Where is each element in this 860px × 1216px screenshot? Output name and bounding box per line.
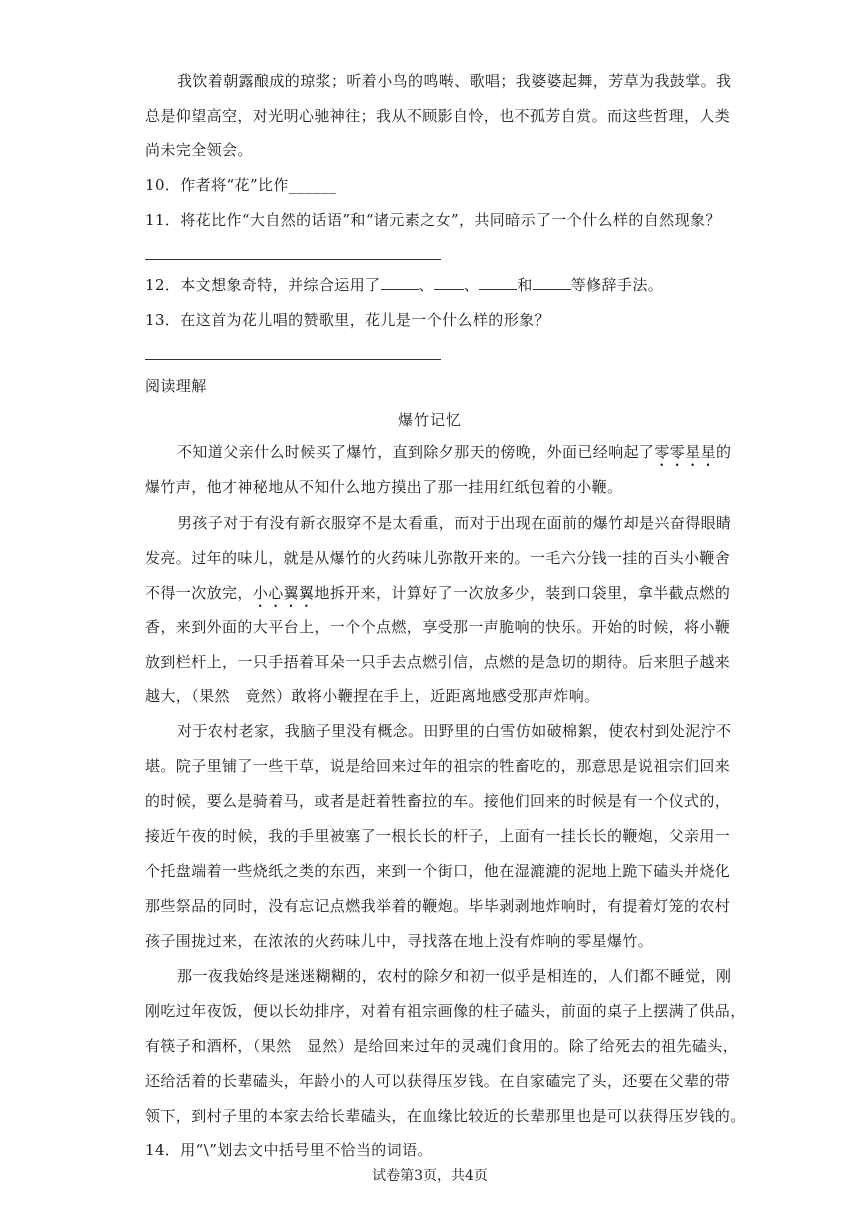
text-run: 的 bbox=[716, 443, 732, 461]
poem-line-2: 总是仰望高空，对光明心驰神往；我从不顾影自怜，也不孤芳自赏。而这些哲理，人类 bbox=[145, 107, 731, 125]
answer-blank-12a bbox=[381, 275, 419, 290]
paragraph-3-line-2: 堪。院子里铺了一些干草，说是给回来过年的祖宗的牲畜吃的，那意思是说祖宗们回来 bbox=[145, 757, 731, 775]
paragraph-4-line-2: 刚吃过年夜饭，便以长幼排序，对着有祖宗画像的柱子磕头，前面的桌子上摆满了供品， bbox=[145, 1002, 746, 1020]
answer-blank-12c bbox=[479, 275, 517, 290]
paragraph-4-line-5: 领下，到村子里的本家去给长辈磕头，在血缘比较近的长辈那里也是可以获得压岁钱的。 bbox=[145, 1107, 746, 1125]
paragraph-2-line-2: 发亮。过年的味儿，就是从爆竹的火药味儿弥散开来的。一毛六分钱一挂的百头小鞭舍 bbox=[145, 549, 731, 567]
paragraph-2-line-3 bbox=[145, 583, 731, 611]
answer-blank-12d bbox=[533, 275, 571, 290]
paragraph-4-line-3: 有筷子和酒杯，（果然 显然）是给回来过年的灵魂们食用的。除了给死去的祖先磕头， bbox=[145, 1037, 739, 1055]
question-12 bbox=[145, 275, 725, 295]
answer-line-13 bbox=[145, 359, 441, 360]
article-title: 爆竹记忆 bbox=[397, 411, 462, 429]
paragraph-1-line-1 bbox=[177, 442, 732, 470]
question-12-sep2: 、 bbox=[463, 276, 480, 294]
paragraph-3-line-4: 接近午夜的时候，我的手里被塞了一根长长的杆子，上面有一挂长长的鞭炮，父亲用一 bbox=[145, 827, 731, 845]
question-13: 13．在这首为花儿唱的赞歌里，花儿是一个什么样的形象？ bbox=[145, 311, 550, 329]
question-11: 11．将花比作“大自然的话语”和“诸元素之女”，共同暗示了一个什么样的自然现象？ bbox=[145, 211, 721, 229]
paragraph-3-line-5: 个托盘端着一些烧纸之类的东西，来到一个街口，他在湿漉漉的泥地上跪下磕头并烧化 bbox=[145, 862, 731, 880]
paragraph-2-line-1: 男孩子对于有没有新衣服穿不是太看重，而对于出现在面前的爆竹却是兴奋得眼睛 bbox=[177, 514, 732, 532]
answer-line-11 bbox=[145, 259, 441, 260]
poem-line-1: 我饮着朝露酿成的琼浆；听着小鸟的鸣啭、歌唱；我婆婆起舞，芳草为我鼓掌。我 bbox=[177, 72, 732, 90]
text-run: 地拆开来，计算好了一次放多少，装到口袋里，拿半截点燃的 bbox=[314, 584, 731, 602]
question-12-sep1: 、 bbox=[418, 276, 434, 294]
question-12-prefix: 12．本文想象奇特，并综合运用了 bbox=[145, 276, 381, 294]
paragraph-2-line-4: 香，来到外面的大平台上，一个个点燃，享受那一声脆响的快乐。开始的时候，将小鞭 bbox=[145, 618, 731, 636]
text-run: 不知道父亲什么时候买了爆竹，直到除夕那天的傍晚，外面已经响起了 bbox=[177, 443, 655, 461]
paragraph-3-line-1: 对于农村老家，我脑子里没有概念。田野里的白雪仿如破棉絮，使农村到处泥泞不 bbox=[177, 722, 732, 740]
question-14: 14．用“\”划去文中括号里不恰当的词语。 bbox=[145, 1141, 433, 1159]
answer-blank-12b bbox=[434, 275, 464, 290]
paragraph-2-line-6: 越大，（果然 竟然）敢将小鞭捏在手上，近距离地感受那声炸响。 bbox=[145, 687, 600, 705]
section-label: 阅读理解 bbox=[145, 377, 207, 395]
emphasis-run: 零零星星 bbox=[654, 443, 717, 461]
emphasis-run: 小心翼翼 bbox=[252, 584, 315, 602]
question-12-sep3: 和 bbox=[517, 276, 533, 294]
page-footer: 试卷第3页，共4页 bbox=[372, 1168, 488, 1184]
paragraph-3-line-7: 孩子围拢过来，在浓浓的火药味儿中，寻找落在地上没有炸响的零星爆竹。 bbox=[145, 932, 654, 950]
paragraph-3-line-6: 那些祭品的同时，没有忘记点燃我举着的鞭炮。毕毕剥剥地炸响时，有提着灯笼的农村 bbox=[145, 897, 731, 915]
poem-line-3: 尚未完全领会。 bbox=[145, 141, 253, 159]
paragraph-4-line-1: 那一夜我始终是迷迷糊糊的，农村的除夕和初一似乎是相连的，人们都不睡觉，刚 bbox=[177, 967, 732, 985]
paragraph-2-line-5: 放到栏杆上，一只手捂着耳朵一只手去点燃引信，点燃的是急切的期待。后来胆子越来 bbox=[145, 653, 731, 671]
paragraph-4-line-4: 还给活着的长辈磕头，年龄小的人可以获得压岁钱。在自家磕完了头，还要在父辈的带 bbox=[145, 1072, 731, 1090]
paragraph-1-line-2: 爆竹声，他才神秘地从不知什么地方摸出了那一挂用红纸包着的小鞭。 bbox=[145, 478, 623, 496]
question-12-suffix: 等修辞手法。 bbox=[570, 276, 664, 294]
text-run: 不得一次放完， bbox=[145, 584, 253, 602]
question-10: 10．作者将“花”比作______ bbox=[145, 176, 337, 194]
paragraph-3-line-3: 的时候，要么是骑着马，或者是赶着牲畜拉的车。接他们回来的时候是有一个仪式的， bbox=[145, 792, 731, 810]
